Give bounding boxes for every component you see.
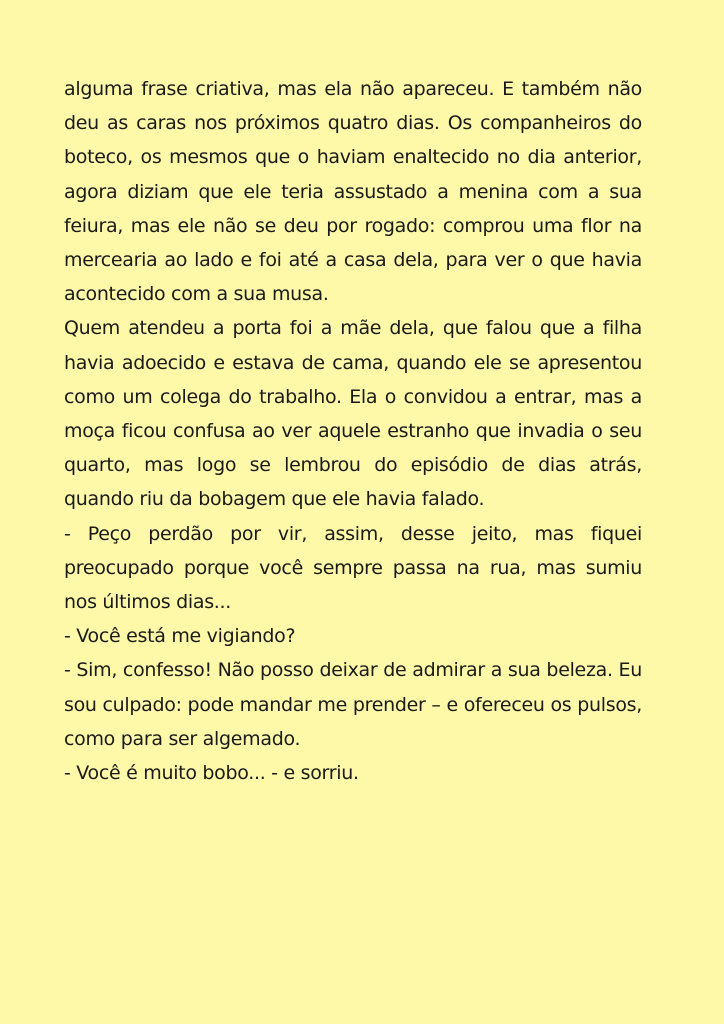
paragraph: - Você está me vigiando?	[64, 625, 296, 648]
paragraph: - Sim, confesso! Não posso deixar de admirar a sua beleza. Eu sou culpado: pode mandar me prender – e ofereceu os pulsos, como para ser algemado.	[64, 659, 642, 750]
paragraph: Quem atendeu a porta foi a mãe dela, que falou que a filha havia adoecido e estava de cama, quando ele se apresentou como um colega do trabalho. Ela o convidou a entrar, mas a moça ficou confusa ao ver aquele estranho que invadia o seu quarto, mas logo se lembrou do episódio de dias atrás, quando riu da bobagem que ele havia falado.	[64, 317, 642, 511]
paragraph: - Você é muito bobo... - e sorriu.	[64, 762, 359, 785]
body-text	[64, 72, 642, 790]
paragraph: alguma frase criativa, mas ela não apareceu. E também não deu as caras nos próximos quatro dias. Os companheiros do boteco, os mesmos que o haviam enaltecido no dia anterior, agora diziam que ele teria assustado a menina com a sua feiura, mas ele não se deu por rogado: comprou uma flor na mercearia ao lado e foi até a casa dela, para ver o que havia acontecido com a sua musa.	[64, 78, 642, 306]
paragraph: - Peço perdão por vir, assim, desse jeito, mas fiquei preocupado porque você sempre passa na rua, mas sumiu nos últimos dias...	[64, 522, 642, 614]
